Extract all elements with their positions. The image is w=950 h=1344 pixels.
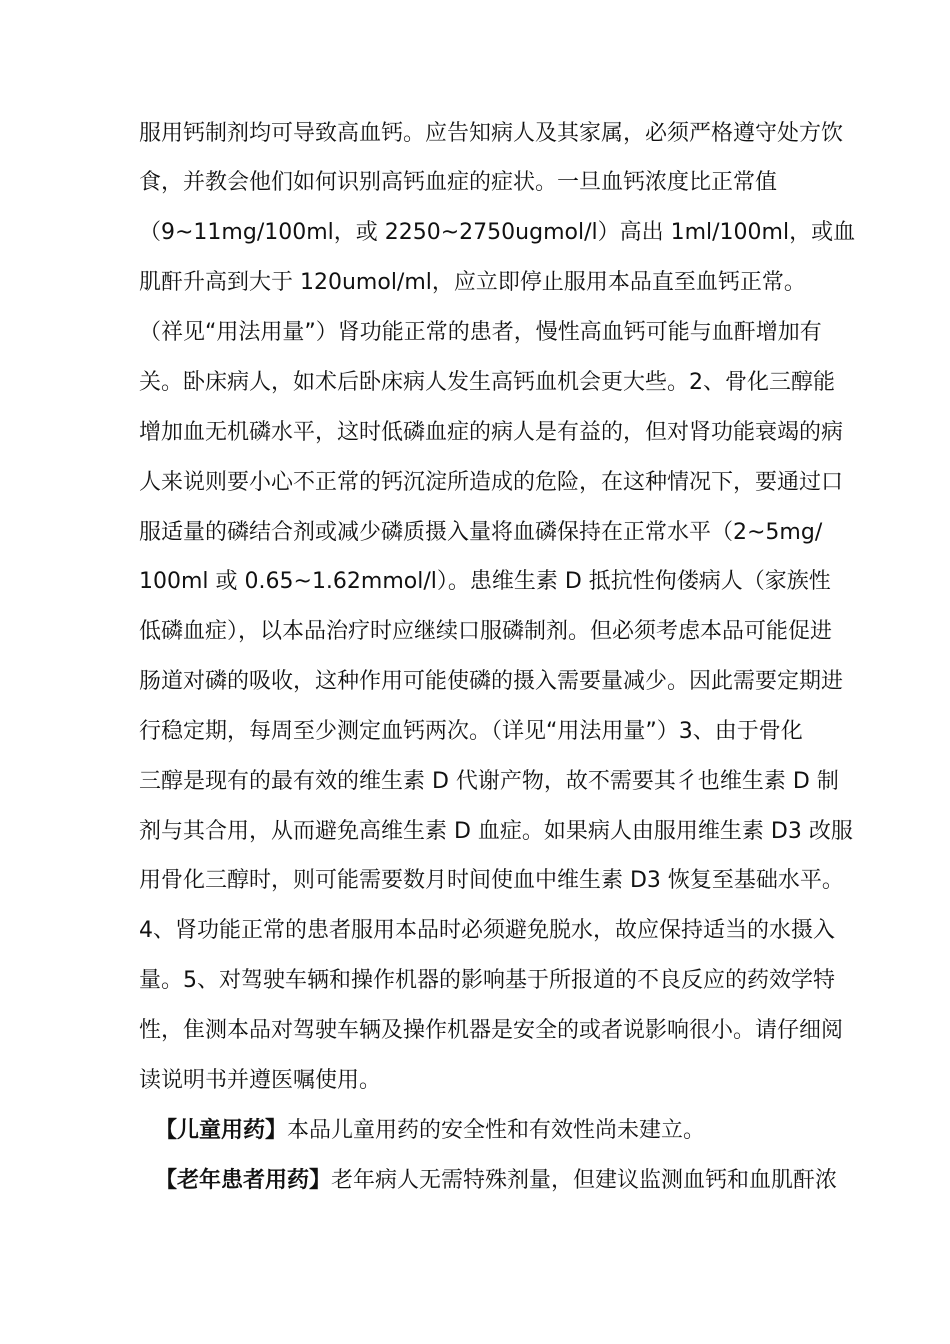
- paragraph-line: 读说明书并遵医嘱使用。: [139, 1068, 382, 1093]
- paragraph-line: 低磷血症），以本品治疗时应继续口服磷制剂。但必须考虑本品可能促进: [139, 619, 833, 644]
- paragraph-line: 人来说则要小心不正常的钙沉淀所造成的危险，在这种情况下，要通过口: [139, 470, 844, 495]
- paragraph-line: 关。卧床病人，如术后卧床病人发生高钙血机会更大些。2、骨化三醇能: [139, 370, 835, 395]
- paragraph-line: 服适量的磷结合剂或减少磷质摄入量将血磷保持在正常水平（2~5mg/: [139, 520, 823, 545]
- children-medication-section: [155, 1116, 705, 1146]
- paragraph-line: 性，隹测本品对驾驶车辆及操作机器是安全的或者说影响很小。请仔细阅: [139, 1018, 844, 1043]
- paragraph-line: 服用钙制剂均可导致高血钙。应告知病人及其家属，必须严格遵守处方饮: [139, 121, 844, 146]
- elderly-medication-heading: 【老年患者用药】: [155, 1168, 332, 1193]
- paragraph-line: 量。5、对驾驶车辆和操作机器的影响基于所报道的不良反应的药效学特: [139, 968, 835, 993]
- paragraph-line: 三醇是现有的最有效的维生素 D 代谢产物，故不需要其彳也维生素 D 制: [139, 769, 839, 794]
- children-medication-heading: 【儿童用药】: [155, 1118, 288, 1143]
- elderly-medication-section: [155, 1166, 837, 1196]
- paragraph-line: （祥见“用法用量”）肾功能正常的患者，慢性高血钙可能与血酐增加有: [139, 320, 822, 345]
- paragraph-line: 行稳定期，每周至少测定血钙两次。（详见“用法用量”）3、由于骨化: [139, 719, 803, 744]
- paragraph-line: 剂与其合用，从而避免高维生素 D 血症。如果病人由服用维生素 D3 改服: [139, 819, 853, 844]
- paragraph-line: （9~11mg/100ml，或 2250~2750ugmol/l）高出 1ml/100ml，或血: [139, 220, 856, 245]
- children-medication-text: 本品儿童用药的安全性和有效性尚未建立。: [287, 1118, 706, 1143]
- paragraph-line: 食，并教会他们如何识别高钙血症的症状。一旦血钙浓度比正常值: [139, 170, 778, 195]
- paragraph-line: 4、肾功能正常的患者服用本品时必须避免脱水，故应保持适当的水摄入: [139, 918, 835, 943]
- paragraph-line: 肌酐升高到大于 120umol/ml，应立即停止服用本品直至血钙正常。: [139, 270, 806, 295]
- paragraph-line: 肠道对磷的吸收，这种作用可能使磷的摄入需要量减少。因此需要定期进: [139, 669, 844, 694]
- paragraph-line: 增加血无机磷水平，这时低磷血症的病人是有益的，但对肾功能衰竭的病: [139, 420, 844, 445]
- elderly-medication-text: 老年病人无需特殊剂量，但建议监测血钙和血肌酐浓: [331, 1168, 838, 1193]
- paragraph-line: 用骨化三醇时，则可能需要数月时间使血中维生素 D3 恢复至基础水平。: [139, 868, 844, 893]
- paragraph-line: 100ml 或 0.65~1.62mmol/l）。患维生素 D 抵抗性佝偻病人（家族性: [139, 569, 831, 594]
